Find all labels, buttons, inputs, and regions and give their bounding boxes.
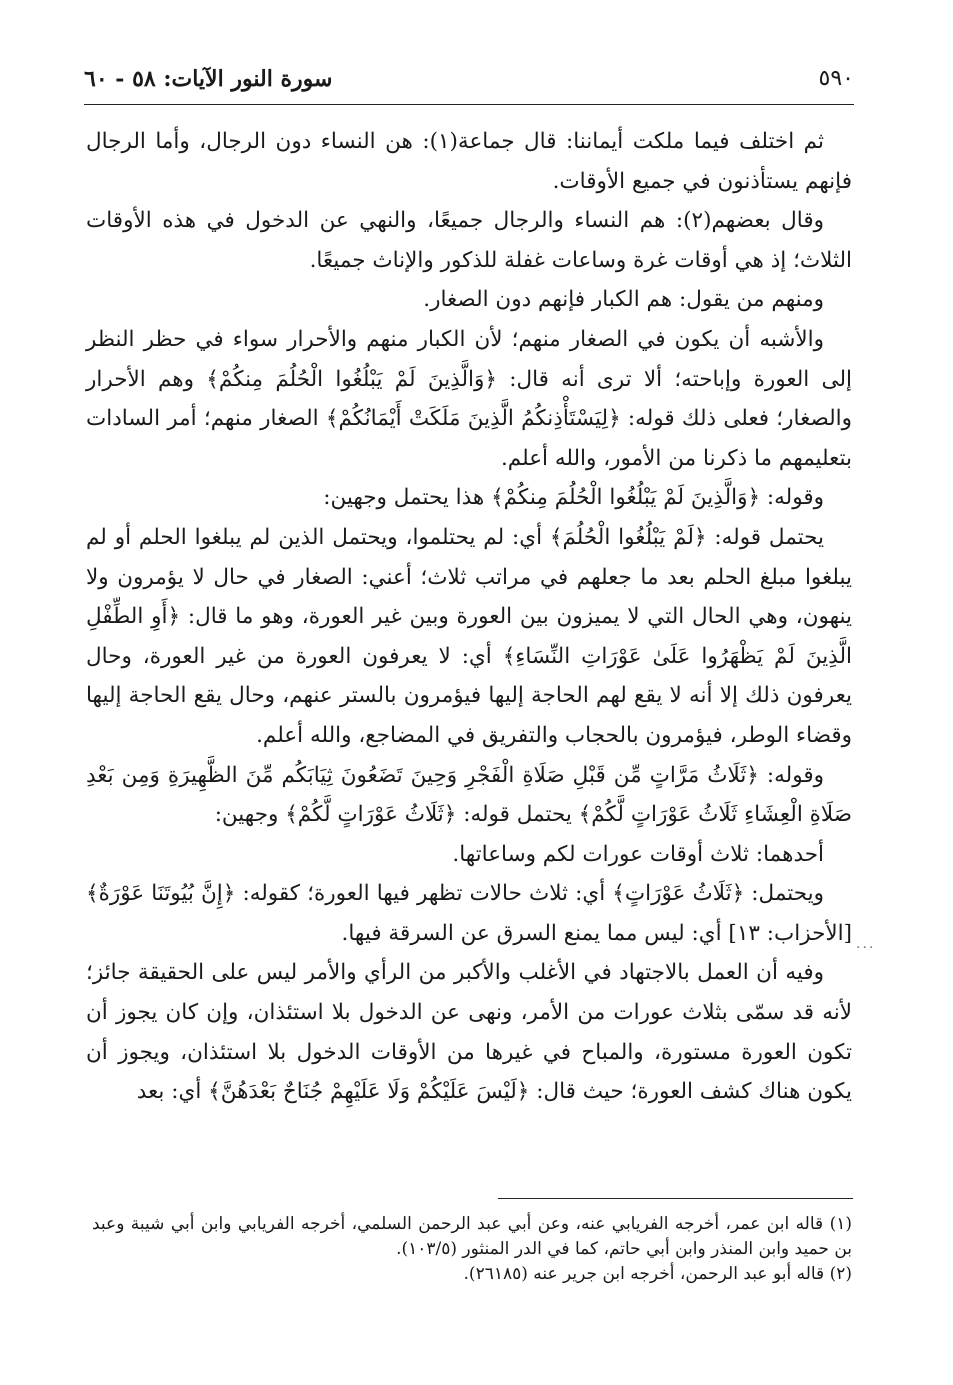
paragraph: والأشبه أن يكون في الصغار منهم؛ لأن الكبار منهم والأحرار سواء في حظر النظر إلى العورة وإباحته؛ ألا ترى أنه قال: ﴿وَالَّذِينَ لَمْ يَبْلُغُوا الْحُلُمَ مِنكُمْ﴾ وهم الأحرار والصغار؛ فعلى ذلك قوله: ﴿لِيَسْتَأْذِنكُمُ الَّذِينَ مَلَكَتْ أَيْمَانُكُمْ﴾ الصغار منهم؛ أمر السادات بتعليمهم ما ذكرنا من الأمور، والله أعلم. [86,326,852,471]
paragraph: يحتمل قوله: ﴿لَمْ يَبْلُغُوا الْحُلُمَ﴾ أي: لم يحتلموا، ويحتمل الذين لم يبلغوا الحلم أو لم يبلغوا مبلغ الحلم بعد ما جعلهم في مراتب ثلاث؛ أعني: الصغار في حال لا يؤمرون ولا ينهون، وهي الحال التي لا يميزون بين العورة وبين غير العورة، وهو ما قال: ﴿أَوِ الطِّفْلِ الَّذِينَ لَمْ يَظْهَرُوا عَلَىٰ عَوْرَاتِ النِّسَاءِ﴾ أي: لا يعرفون العورة من غير العورة، وحال يعرفون ذلك إلا أنه لا يقع لهم الحاجة إليها فيؤمرون بالستر عنهم، وحال يقع الحاجة إليها وقضاء الوطر، فيؤمرون بالحجاب والتفريق في المضاجع، والله أعلم. [86,524,852,748]
margin-mark: ··· [856,940,876,956]
paragraph: وقوله: ﴿ثَلَاثُ مَرَّاتٍ مِّن قَبْلِ صَلَاةِ الْفَجْرِ وَحِينَ تَضَعُونَ ثِيَابَكُم مِّنَ الظَّهِيرَةِ وَمِن بَعْدِ صَلَاةِ الْعِشَاءِ ثَلَاثُ عَوْرَاتٍ لَّكُمْ﴾ يحتمل قوله: ﴿ثَلَاثُ عَوْرَاتٍ لَّكُمْ﴾ وجهين: [86,762,852,828]
paragraph: وقوله: ﴿وَالَّذِينَ لَمْ يَبْلُغُوا الْحُلُمَ مِنكُمْ﴾ هذا يحتمل وجهين: [323,485,824,511]
page-number: ٥٩٠ [818,66,854,91]
paragraph: وفيه أن العمل بالاجتهاد في الأغلب والأكبر من الرأي والأمر ليس على الحقيقة جائز؛ لأنه قد سمّى بثلاث عورات من الأمر، ونهى عن الدخول بلا استئذان، وإن كان يجوز أن تكون العورة مستورة، والمباح في غيرها من الأوقات الدخول بلا استئذان، ويجوز أن يكون هناك كشف العورة؛ حيث قال: ﴿لَيْسَ عَلَيْكُمْ وَلَا عَلَيْهِمْ جُنَاحٌ بَعْدَهُنَّ﴾ أي: بعد [86,960,852,1105]
paragraph: وقال بعضهم(٢): هم النساء والرجال جميعًا، والنهي عن الدخول في هذه الأوقات الثلاث؛ إذ هي أوقات غرة وساعات غفلة للذكور والإناث جميعًا. [86,208,852,273]
footnote-divider [498,1198,853,1199]
header-divider [84,104,854,105]
footnote: (١) قاله ابن عمر، أخرجه الفريابي عنه، وعن أبي عبد الرحمن السلمي، أخرجه الفريابي وابن أبي شيبة وعبد بن حميد وابن المنذر وابن أبي حاتم، كما في الدر المنثور (١٠٣/٥). [92,1214,852,1259]
body-text [86,122,852,1112]
page-header [84,60,854,106]
paragraph: ومنهم من يقول: هم الكبار فإنهم دون الصغار. [423,287,824,313]
paragraph: أحدهما: ثلاث أوقات عورات لكم وساعاتها. [452,841,824,867]
paragraph: ويحتمل: ﴿ثَلَاثُ عَوْرَاتٍ﴾ أي: ثلاث حالات تظهر فيها العورة؛ كقوله: ﴿إِنَّ بُيُوتَنَا عَوْرَةٌ﴾ [الأحزاب: ١٣] أي: ليس مما يمنع السرق عن السرقة فيها. [86,881,852,946]
paragraph: ثم اختلف فيما ملكت أيماننا: قال جماعة(١): هن النساء دون الرجال، وأما الرجال فإنهم يستأذنون في جميع الأوقات. [86,129,852,194]
footnotes [92,1212,852,1287]
running-title: سورة النور الآيات: ٥٨ - ٦٠ [84,66,333,92]
footnote: (٢) قاله أبو عبد الرحمن، أخرجه ابن جرير عنه (٢٦١٨٥). [463,1264,852,1284]
